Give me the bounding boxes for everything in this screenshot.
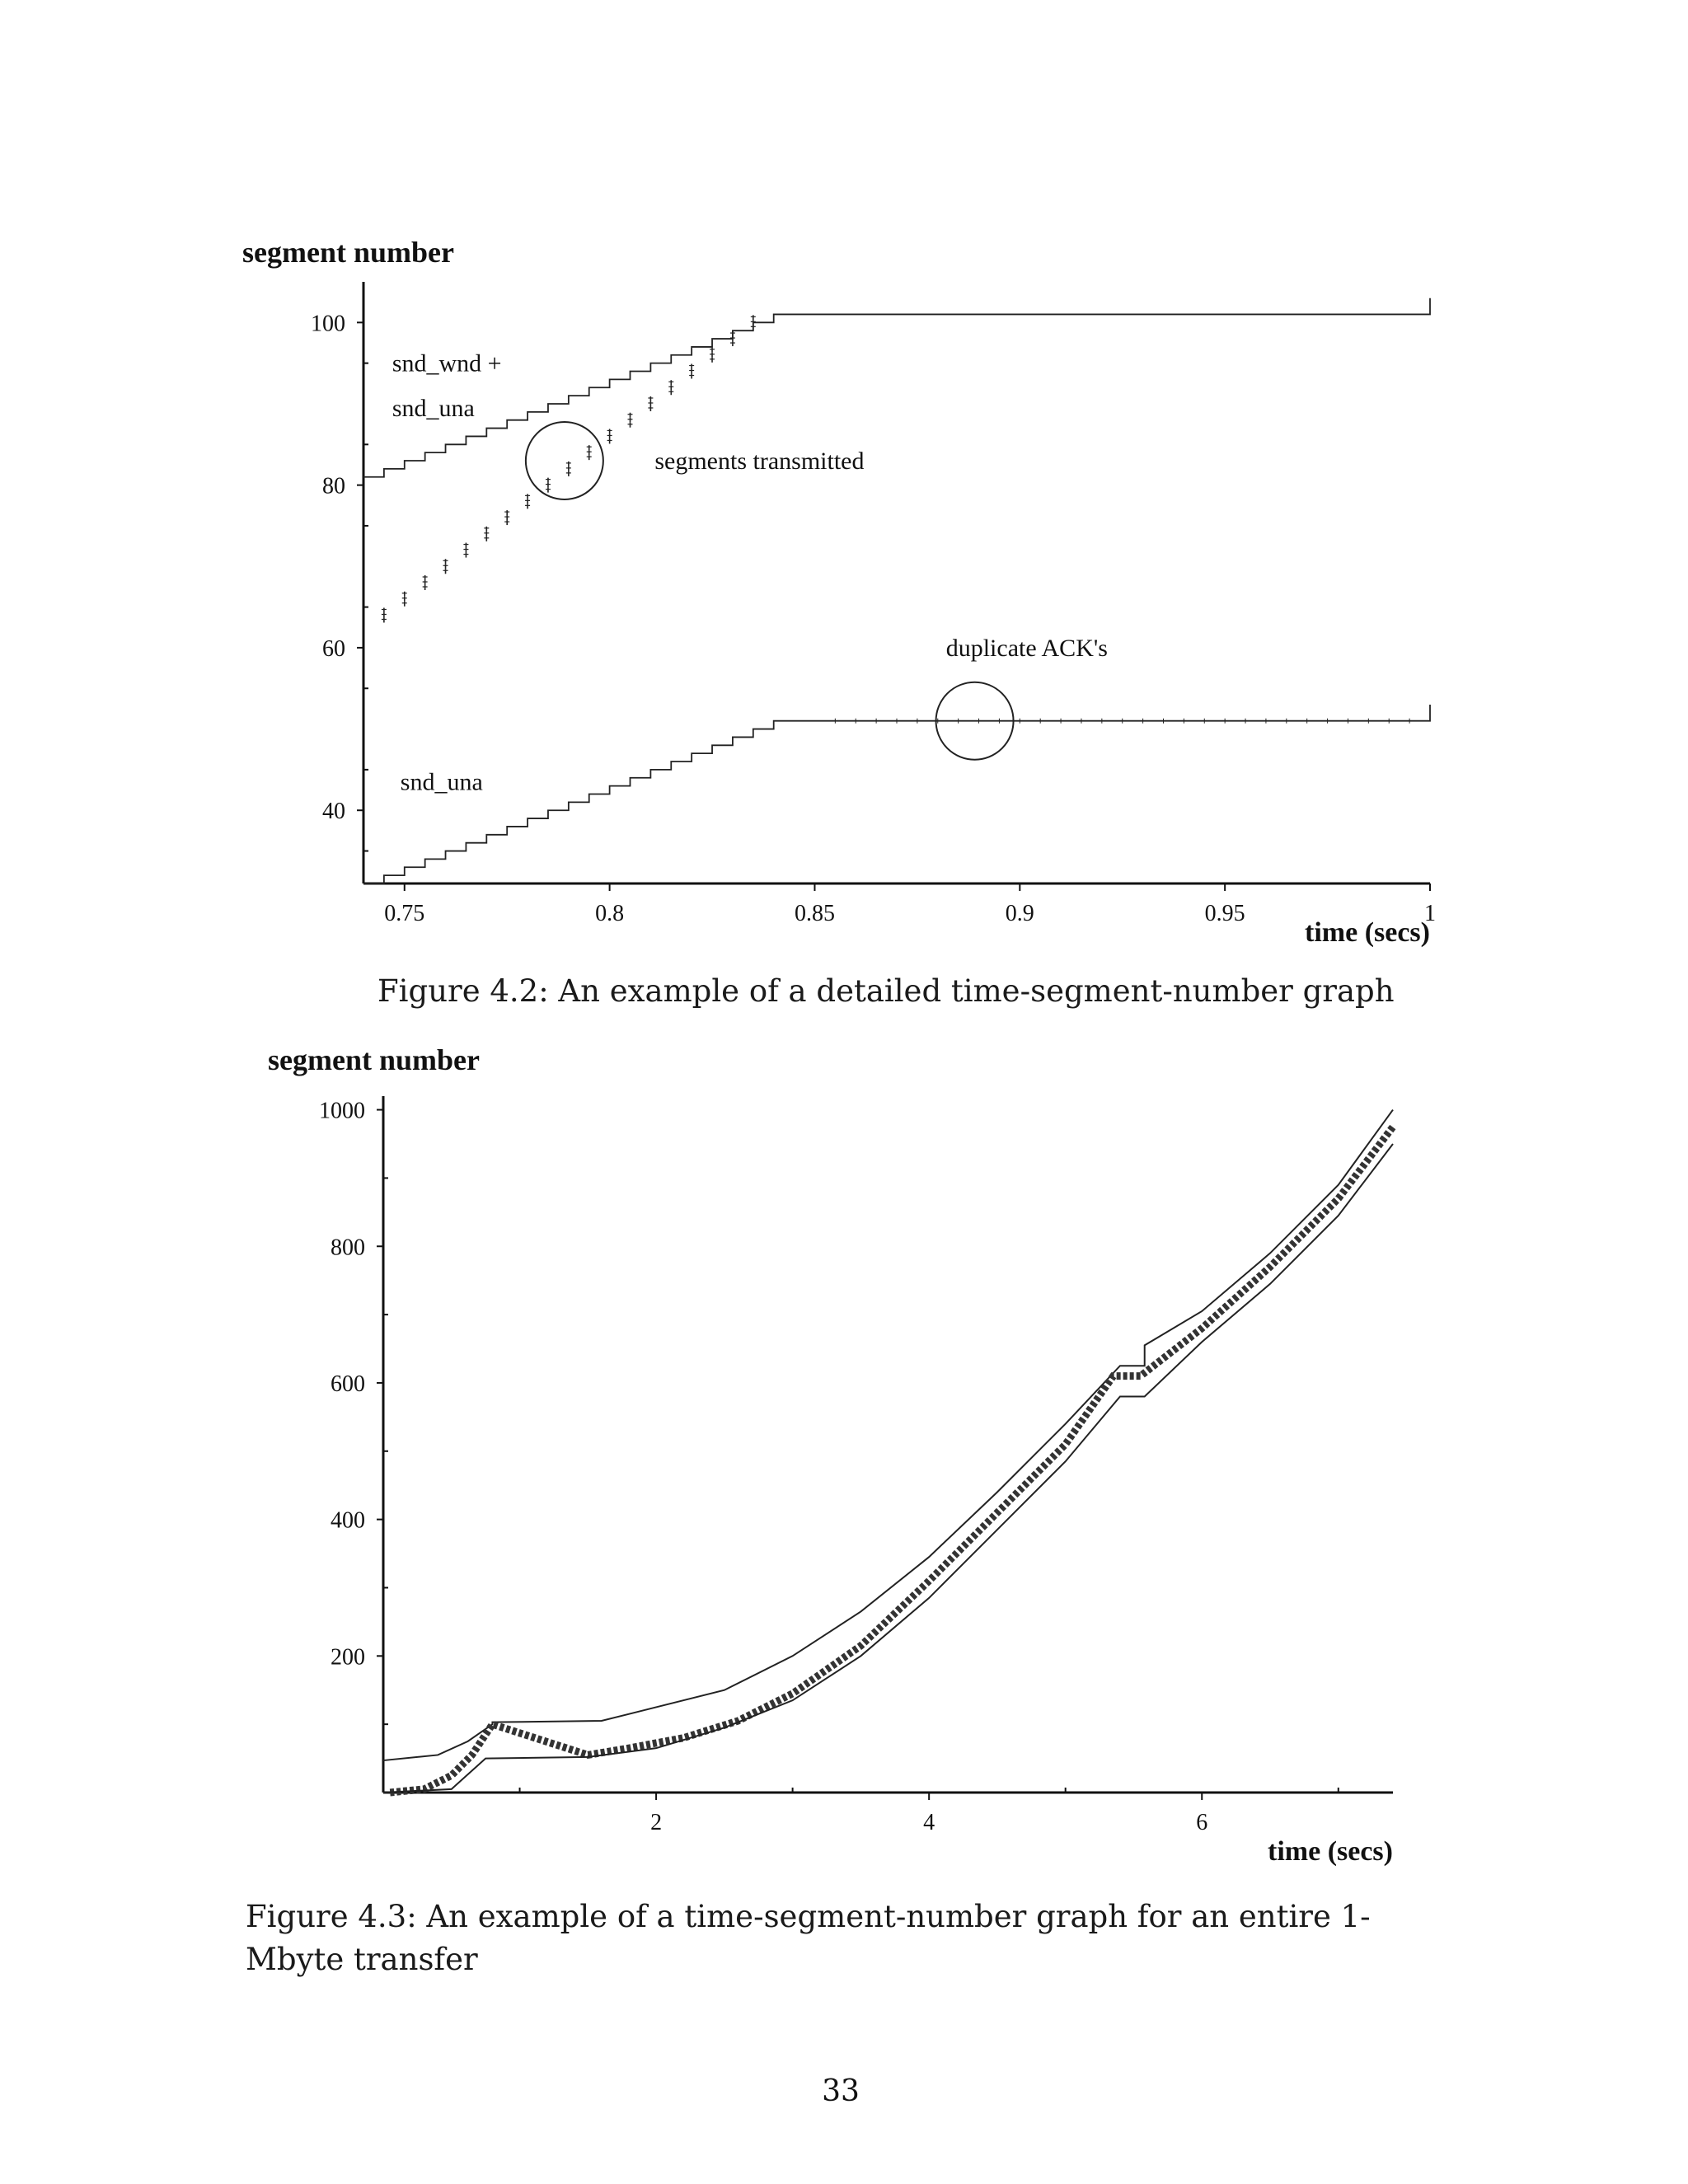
segments-transmitted-point — [668, 380, 673, 395]
segments-transmitted-point — [587, 445, 592, 460]
snd-wnd-snd-una-line — [363, 298, 1430, 477]
page-number: 33 — [822, 2074, 860, 2108]
segments-transmitted-point — [423, 575, 428, 590]
x-tick-label: 0.75 — [384, 901, 425, 926]
figure-4-2-chart — [0, 223, 1688, 964]
annotation-label: snd_una — [392, 394, 475, 422]
y-tick-label: 200 — [331, 1644, 365, 1671]
segments-transmitted-point — [628, 413, 633, 428]
x-tick-label: 4 — [923, 1810, 935, 1835]
x-tick-label: 1 — [1424, 901, 1436, 926]
segments-transmitted-point — [607, 429, 612, 443]
x-axis-title: time (secs) — [1305, 917, 1430, 948]
x-axis-title: time (secs) — [1268, 1836, 1393, 1867]
segments-transmitted-point — [382, 607, 387, 622]
y-axis-title: segment number — [268, 1043, 480, 1076]
segments-transmitted-line — [390, 1127, 1393, 1793]
y-tick-label: 400 — [331, 1507, 365, 1534]
figure-4-3-chart — [0, 1038, 1688, 1879]
segments-transmitted-point — [648, 396, 653, 411]
segments-transmitted-point — [525, 494, 530, 509]
x-tick-label: 0.8 — [595, 901, 625, 926]
segments-transmitted-point — [710, 348, 715, 363]
x-tick-label: 0.85 — [794, 901, 835, 926]
annotation-label: segments transmitted — [654, 447, 865, 475]
segments-transmitted-point — [484, 527, 489, 541]
y-axis-title: segment number — [242, 236, 454, 269]
y-tick-label: 80 — [322, 473, 345, 499]
segments-transmitted-point — [443, 559, 448, 574]
annotation-label: duplicate ACK's — [945, 634, 1108, 662]
annotation-label: snd_wnd + — [392, 349, 502, 377]
snd-una-line — [363, 705, 1430, 883]
segments-transmitted-point — [402, 592, 407, 607]
y-tick-label: 40 — [322, 799, 345, 825]
x-tick-label: 2 — [650, 1810, 663, 1835]
segments-transmitted-point — [689, 364, 694, 379]
segments-transmitted-point — [566, 462, 571, 476]
segments-transmitted-point — [546, 478, 551, 493]
x-tick-label: 6 — [1196, 1810, 1208, 1835]
segments-transmitted-point — [463, 543, 468, 558]
segments-transmitted-circle — [526, 422, 603, 499]
y-tick-label: 100 — [311, 311, 345, 337]
x-tick-label: 0.9 — [1005, 901, 1034, 926]
x-tick-label: 0.95 — [1204, 901, 1245, 926]
y-tick-label: 1000 — [319, 1098, 365, 1124]
annotation-label: snd_una — [400, 768, 483, 796]
segments-transmitted-point — [504, 510, 509, 525]
snd-una-line — [383, 1144, 1393, 1793]
y-tick-label: 800 — [331, 1235, 365, 1261]
y-tick-label: 60 — [322, 635, 345, 662]
figure-4-2-caption: Figure 4.2: An example of a detailed time-segment-number graph — [377, 973, 1395, 1009]
snd-wnd-snd-una-line — [383, 1110, 1393, 1760]
figure-4-3-caption: Figure 4.3: An example of a time-segment-number graph for an entire 1-Mbyte transfer — [246, 1899, 1371, 1977]
y-tick-label: 600 — [331, 1371, 365, 1397]
